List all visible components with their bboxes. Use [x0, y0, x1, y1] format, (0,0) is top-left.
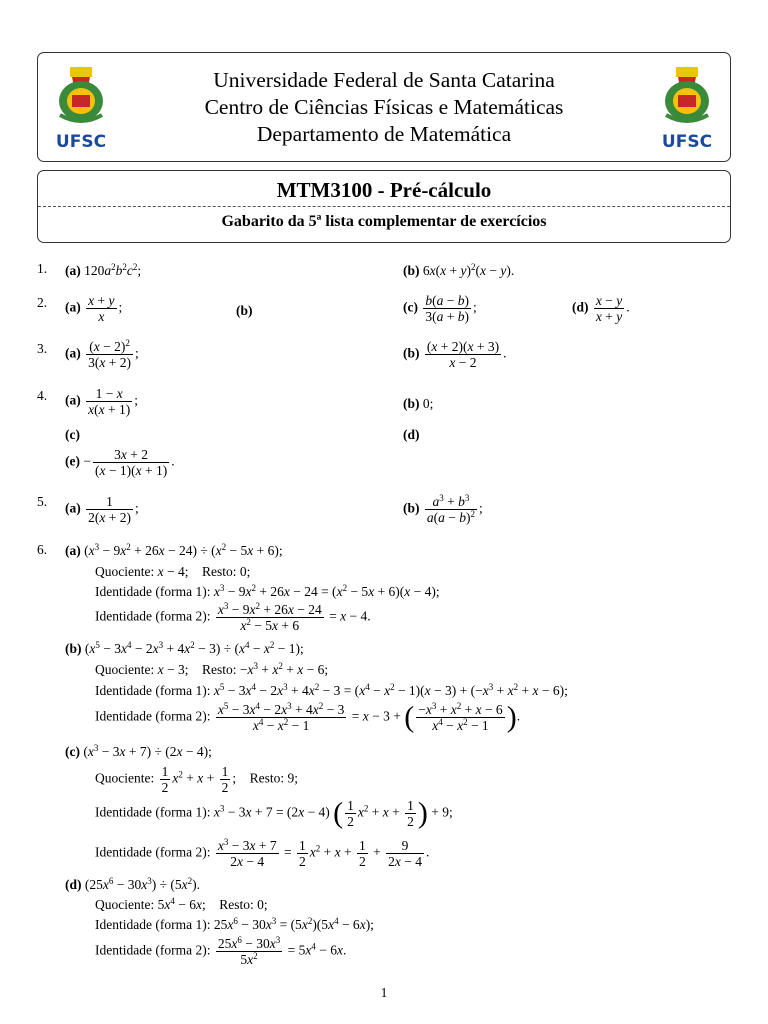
- ufsc-logo-left: [50, 65, 112, 151]
- answer-6c-identity2: Identidade (forma 2): $\frac{x^3 - 3x + 7}{2x - 4}$ = $\frac{1}{2}$ $x^2 + x$ + $\frac{1}{2}$ + $\frac{9}{2x - 4}$ .: [95, 837, 430, 869]
- course-subtitle: Gabarito da 5ª lista complementar de exercícios: [221, 213, 547, 230]
- answer-2b: (b): [236, 303, 253, 318]
- dashed-divider: [38, 206, 730, 207]
- answer-1b: (b) $6x(x + y)^2(x - y)$.: [403, 262, 515, 278]
- answer-6b-identity1: Identidade (forma 1): $x^5 - 3x^4 - 2x^3 + 4x^2 - 3 = (x^4 - x^2 - 1)(x - 3) + (-x^3 + x^2 + x - 6)$;: [95, 682, 568, 698]
- exercise-number: 4.: [37, 388, 48, 403]
- department-name: Departamento de Matemática: [256, 122, 512, 146]
- svg-text:UFSC: UFSC: [661, 132, 713, 151]
- exercise-number: 6.: [37, 542, 48, 557]
- answer-6c-identity1: Identidade (forma 1): $x^3 - 3x + 7 = (2x - 4)$ ( $\frac{1}{2}$ $x^2 + x$ + $\frac{1}{2}$ ) + 9;: [95, 796, 453, 830]
- answer-2d: (d) $\frac{x - y}{x + y}$ .: [572, 293, 630, 324]
- course-title: MTM3100 - Pré-cálculo: [276, 178, 492, 202]
- exercise-number: 5.: [37, 494, 48, 509]
- answer-3a: (a) $\frac{(x - 2)^2}{3(x + 2)}$ ;: [65, 338, 139, 370]
- answer-6b-identity2: Identidade (forma 2): $\frac{x^5 - 3x^4 - 2x^3 + 4x^2 - 3}{x^4 - x^2 - 1}$ = x − 3 + ( $\frac{-x^3 + x^2 + x - 6}{x^4 - x^2 - 1}$ ).: [95, 700, 521, 734]
- ufsc-logo-right: [656, 65, 718, 151]
- answer-1a: (a) $120a^2b^2c^2$;: [65, 262, 142, 278]
- answer-4d: (d): [403, 427, 420, 442]
- exercise-number: 1.: [37, 261, 48, 276]
- answer-5a: (a) $\frac{1}{2(x + 2)}$ ;: [65, 494, 139, 525]
- university-name: Universidade Federal de Santa Catarina: [213, 68, 555, 92]
- answer-6a-division: (a) $(x^3 - 9x^2 + 26x - 24) \div (x^2 - 5x + 6)$;: [65, 542, 283, 558]
- course-header: [37, 170, 731, 243]
- answer-2a: (a) $\frac{x + y}{x}$ ;: [65, 293, 123, 324]
- answer-3b: (b) $\frac{(x + 2)(x + 3)}{x - 2}$ .: [403, 339, 507, 370]
- answer-4b: (b) 0;: [403, 396, 434, 411]
- exercise-number: 2.: [37, 295, 48, 310]
- answer-4a: (a) $\frac{1 - x}{x(x + 1)}$ ;: [65, 386, 138, 417]
- answer-5b: (b) $\frac{a^3 + b^3}{a(a - b)^2}$ ;: [403, 493, 483, 525]
- exercise-number: 3.: [37, 341, 48, 356]
- institution-header: [37, 52, 731, 162]
- answer-4c: (c): [65, 427, 80, 442]
- answer-6a-quotient: Quociente: x − 4; Resto: 0;: [95, 564, 251, 579]
- answer-6d-division: (d) $(25x^6 - 30x^3) \div (5x^2)$.: [65, 876, 201, 892]
- answer-6b-quotient: Quociente: x − 3; Resto: $-x^3 + x^2 + x - 6$;: [95, 661, 329, 677]
- svg-text:UFSC: UFSC: [55, 132, 107, 151]
- answer-6d-identity2: Identidade (forma 2): $\frac{25x^6 - 30x^3}{5x^2}$ = $5x^4 - 6x$.: [95, 935, 347, 967]
- answer-6a-identity1: Identidade (forma 1): $x^3 - 9x^2 + 26x - 24 = (x^2 - 5x + 6)(x - 4)$;: [95, 583, 440, 599]
- answer-6d-identity1: Identidade (forma 1): $25x^6 - 30x^3 = (5x^2)(5x^4 - 6x)$;: [95, 916, 374, 932]
- answer-2c: (c) $\frac{b(a - b)}{3(a + b)}$ ;: [403, 293, 477, 324]
- answer-6c-quotient: Quociente: $\frac{1}{2}$ $x^2 + x$ + $\frac{1}{2}$ ; Resto: 9;: [95, 764, 299, 795]
- answer-6c-division: (c) $(x^3 - 3x + 7) \div (2x - 4)$;: [65, 743, 212, 759]
- answer-6a-identity2: Identidade (forma 2): $\frac{x^3 - 9x^2 + 26x - 24}{x^2 - 5x + 6}$ = x − 4.: [95, 601, 371, 633]
- page-number: 1: [380, 985, 388, 1000]
- answer-6b-division: (b) $(x^5 - 3x^4 - 2x^3 + 4x^2 - 3) \div (x^4 - x^2 - 1)$;: [65, 640, 304, 656]
- center-name: Centro de Ciências Físicas e Matemáticas: [204, 95, 564, 119]
- answer-4e: (e) − $\frac{3x + 2}{(x - 1)(x + 1)}$ .: [65, 447, 175, 478]
- answer-6d-quotient: Quociente: $5x^4 - 6x$; Resto: 0;: [95, 896, 268, 912]
